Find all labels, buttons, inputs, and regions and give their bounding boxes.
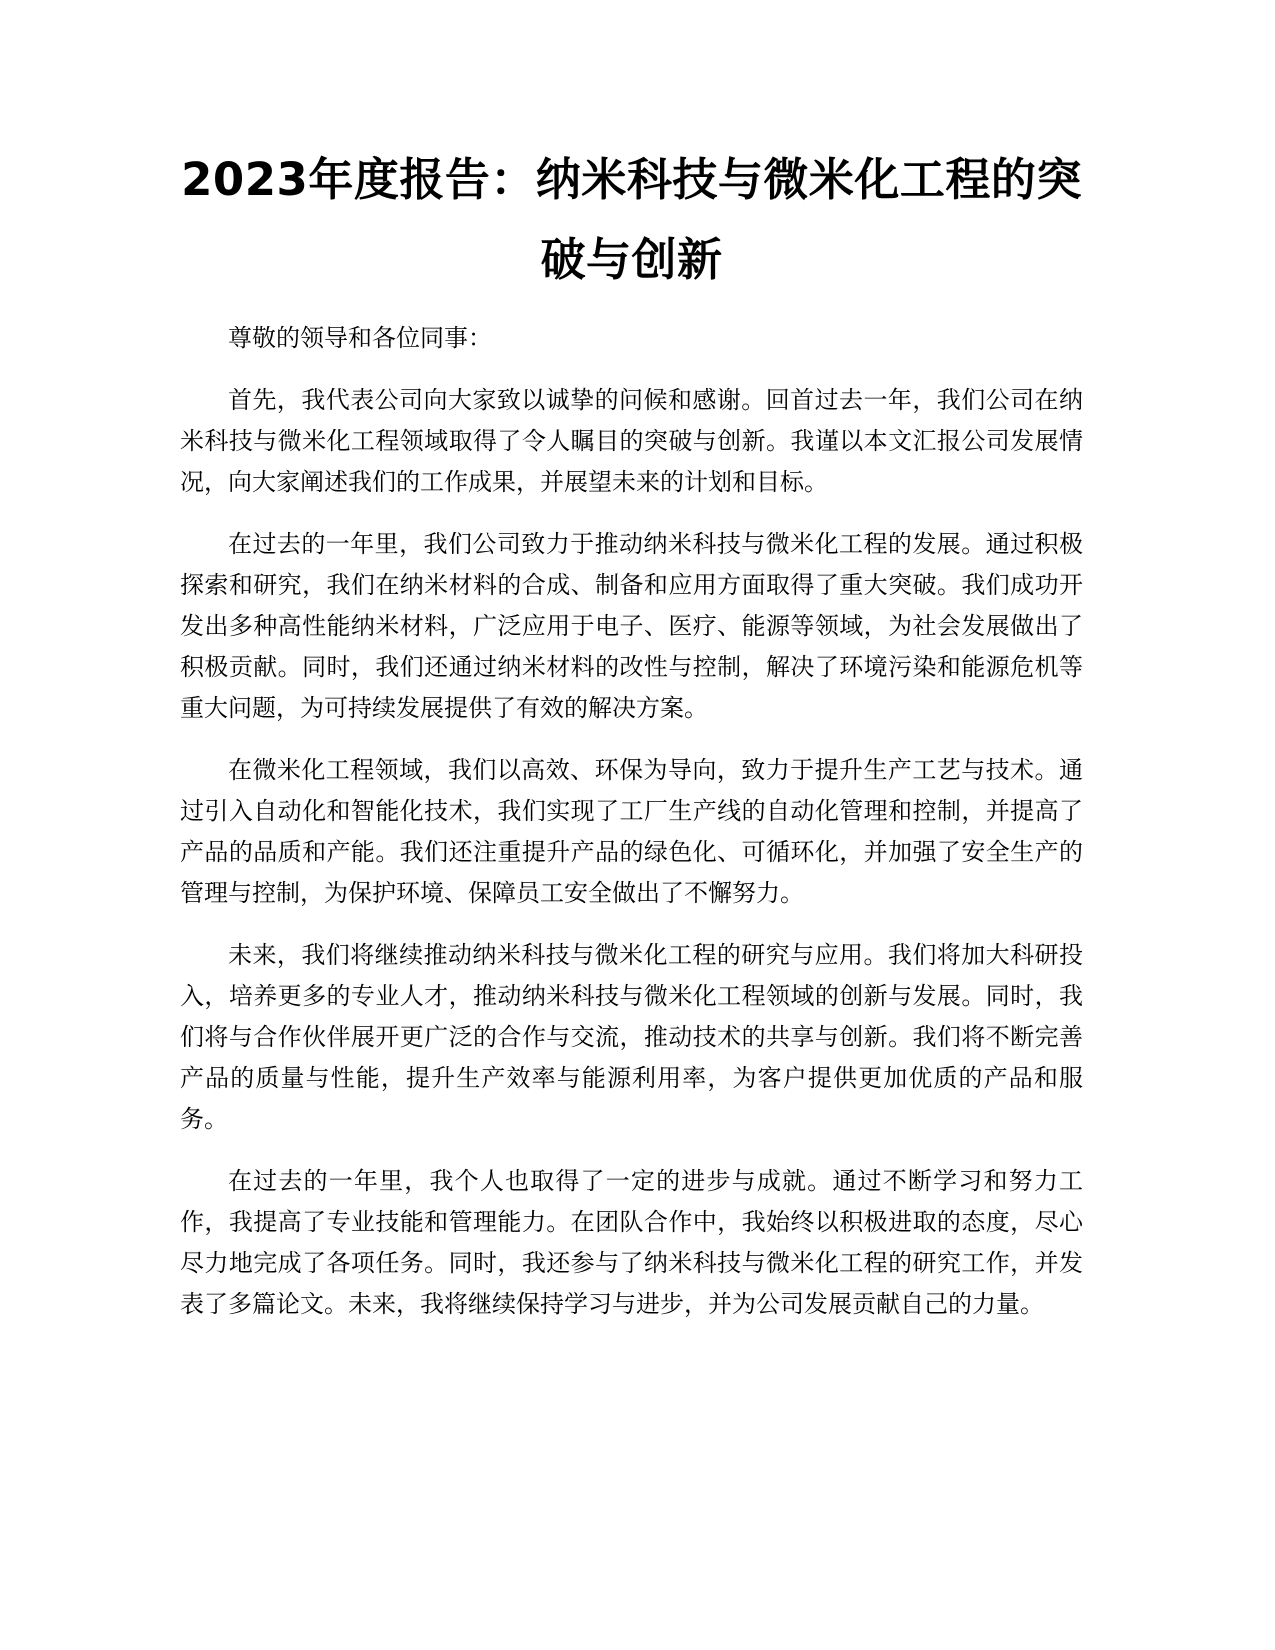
paragraph-future: 未来，我们将继续推动纳米科技与微米化工程的研究与应用。我们将加大科研投入，培养更多的专业人才，推动纳米科技与微米化工程领域的创新与发展。同时，我们将与合作伙伴展开更广泛的合作与交流，推动技术的共享与创新。我们将不断完善产品的质量与性能，提升生产效率与能源利用率，为客户提供更加优质的产品和服务。 <box>180 941 1083 1133</box>
salutation: 尊敬的领导和各位同事： <box>228 324 492 352</box>
document-body <box>180 318 1083 1346</box>
paragraph-nanotech: 在过去的一年里，我们公司致力于推动纳米科技与微米化工程的发展。通过积极探索和研究，我们在纳米材料的合成、制备和应用方面取得了重大突破。我们成功开发出多种高性能纳米材料，广泛应用于电子、医疗、能源等领域，为社会发展做出了积极贡献。同时，我们还通过纳米材料的改性与控制，解决了环境污染和能源危机等重大问题，为可持续发展提供了有效的解决方案。 <box>180 530 1083 722</box>
paragraph-personal: 在过去的一年里，我个人也取得了一定的进步与成就。通过不断学习和努力工作，我提高了专业技能和管理能力。在团队合作中，我始终以积极进取的态度，尽心尽力地完成了各项任务。同时，我还参与了纳米科技与微米化工程的研究工作，并发表了多篇论文。未来，我将继续保持学习与进步，并为公司发展贡献自己的力量。 <box>180 1167 1083 1318</box>
paragraph-micro-engineering: 在微米化工程领域，我们以高效、环保为导向，致力于提升生产工艺与技术。通过引入自动化和智能化技术，我们实现了工厂生产线的自动化管理和控制，并提高了产品的品质和产能。我们还注重提升产品的绿色化、可循环化，并加强了安全生产的管理与控制，为保护环境、保障员工安全做出了不懈努力。 <box>180 756 1083 907</box>
document-title: 2023年度报告：纳米科技与微米化工程的突破与创新 <box>181 153 1082 286</box>
paragraph-intro: 首先，我代表公司向大家致以诚挚的问候和感谢。回首过去一年，我们公司在纳米科技与微米化工程领域取得了令人瞩目的突破与创新。我谨以本文汇报公司发展情况，向大家阐述我们的工作成果，并展望未来的计划和目标。 <box>180 386 1083 496</box>
